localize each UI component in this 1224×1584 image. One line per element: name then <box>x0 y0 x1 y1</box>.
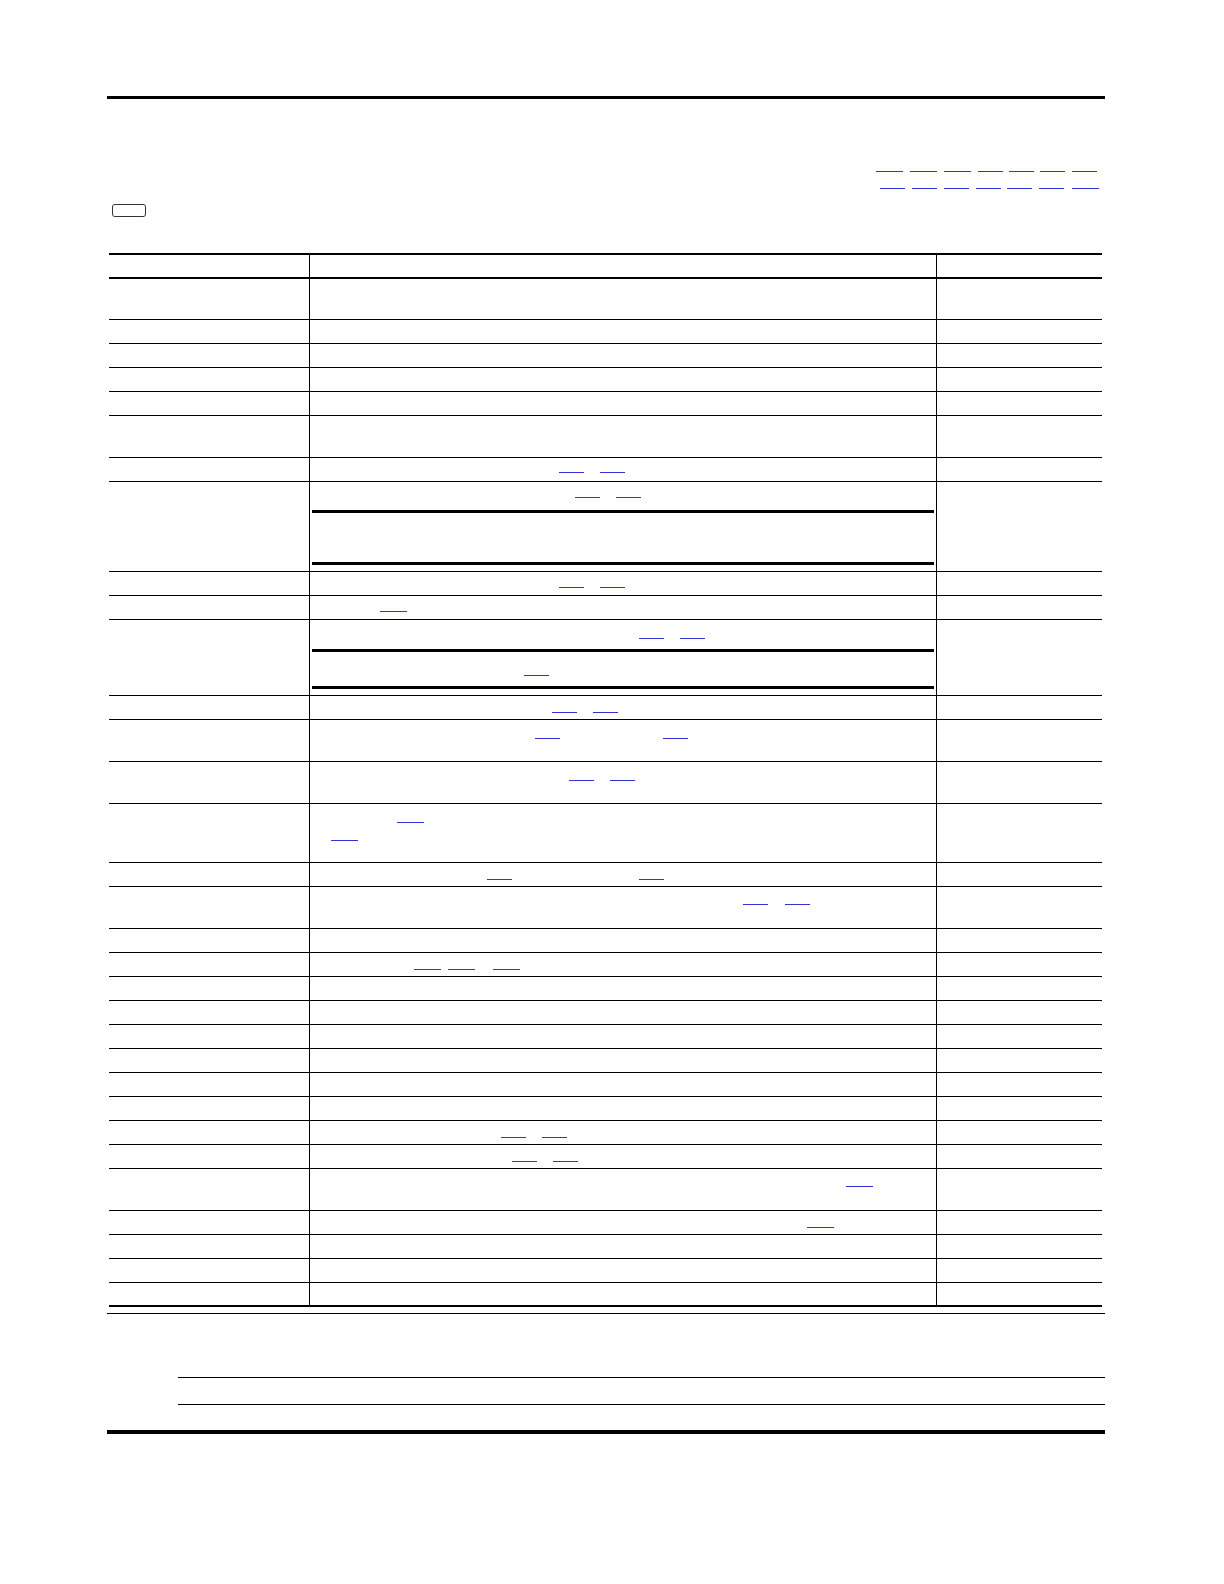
reference-link[interactable] <box>876 171 903 172</box>
table-cell <box>109 481 309 571</box>
table-cell <box>936 976 1102 1000</box>
footnote-rule <box>178 1377 1105 1378</box>
table-cell <box>936 595 1102 619</box>
table-cell <box>309 1048 936 1072</box>
reference-link[interactable] <box>1007 188 1032 189</box>
inner-rule <box>312 562 934 565</box>
reference-link[interactable] <box>807 1227 834 1228</box>
header-rule <box>107 96 1105 99</box>
table-cell <box>109 928 309 952</box>
table-cell <box>309 595 936 619</box>
table-cell <box>109 952 309 976</box>
table-row <box>109 319 1102 343</box>
table-cell <box>936 619 1102 695</box>
reference-link[interactable] <box>880 188 905 189</box>
table-row <box>109 415 1102 457</box>
reference-link[interactable] <box>569 780 594 781</box>
table-cell <box>109 1072 309 1096</box>
table-row <box>109 976 1102 1000</box>
table-cell <box>109 695 309 719</box>
reference-link[interactable] <box>593 712 618 713</box>
table-cell <box>109 976 309 1000</box>
reference-link[interactable] <box>944 171 971 172</box>
table-cell <box>936 367 1102 391</box>
table-cell <box>936 719 1102 761</box>
reference-link[interactable] <box>910 171 937 172</box>
table-row <box>109 862 1102 886</box>
table-cell <box>109 1000 309 1024</box>
reference-link[interactable] <box>553 1161 578 1162</box>
table-row <box>109 928 1102 952</box>
table-cell <box>109 761 309 803</box>
table-cell <box>309 1096 936 1120</box>
table-cell <box>936 952 1102 976</box>
reference-link[interactable] <box>493 969 520 970</box>
table-cell <box>309 1144 936 1168</box>
reference-link[interactable] <box>524 675 549 676</box>
table-cell <box>109 1282 309 1306</box>
table-cell <box>309 571 936 595</box>
table-cell <box>309 803 936 862</box>
table-cell <box>109 1234 309 1258</box>
table-cell <box>109 1144 309 1168</box>
table-cell <box>309 415 936 457</box>
reference-link[interactable] <box>785 904 810 905</box>
table-cell <box>936 278 1102 319</box>
table-cell <box>936 1024 1102 1048</box>
reference-link[interactable] <box>575 497 600 498</box>
reference-link[interactable] <box>680 638 705 639</box>
table-cell <box>109 367 309 391</box>
table-cell <box>309 1072 936 1096</box>
table-cell <box>309 319 936 343</box>
table-row <box>109 1096 1102 1120</box>
table-row <box>109 619 1102 695</box>
table-cell <box>936 1144 1102 1168</box>
reference-link[interactable] <box>976 188 1001 189</box>
table-cell <box>309 695 936 719</box>
table-cell <box>936 343 1102 367</box>
table-cell <box>936 886 1102 928</box>
table-row <box>109 343 1102 367</box>
reference-link[interactable] <box>535 738 560 739</box>
table-row <box>109 695 1102 719</box>
reference-link[interactable] <box>501 1137 526 1138</box>
table-row <box>109 1210 1102 1234</box>
reference-link[interactable] <box>559 587 584 588</box>
table-cell <box>936 1168 1102 1210</box>
reference-link[interactable] <box>414 969 441 970</box>
table-cell <box>309 367 936 391</box>
table-cell <box>109 319 309 343</box>
reference-link[interactable] <box>487 879 512 880</box>
reference-link[interactable] <box>846 1186 873 1187</box>
reference-link[interactable] <box>639 638 664 639</box>
table-row <box>109 1048 1102 1072</box>
table-cell <box>936 391 1102 415</box>
table-cell <box>109 1096 309 1120</box>
reference-link[interactable] <box>616 497 641 498</box>
reference-link[interactable] <box>663 738 688 739</box>
reference-link[interactable] <box>1072 188 1099 189</box>
table-cell <box>936 571 1102 595</box>
table-row <box>109 1144 1102 1168</box>
table-cell <box>309 976 936 1000</box>
table-row <box>109 391 1102 415</box>
table-cell <box>936 457 1102 481</box>
table-cell <box>109 1258 309 1282</box>
reference-link[interactable] <box>1039 188 1064 189</box>
reference-link[interactable] <box>639 879 664 880</box>
table-row <box>109 761 1102 803</box>
reference-link[interactable] <box>397 822 424 823</box>
table-row <box>109 457 1102 481</box>
table-row <box>109 886 1102 928</box>
table-cell <box>109 391 309 415</box>
reference-link[interactable] <box>1072 171 1097 172</box>
table-row <box>109 367 1102 391</box>
inner-rule <box>312 686 934 689</box>
reference-link[interactable] <box>552 712 577 713</box>
reference-link[interactable] <box>512 1161 537 1162</box>
table-row <box>109 719 1102 761</box>
reference-link[interactable] <box>1009 171 1034 172</box>
table-row <box>109 1258 1102 1282</box>
table-header-row <box>109 254 1102 278</box>
reference-link[interactable] <box>978 171 1003 172</box>
table-cell <box>309 1282 936 1306</box>
table-cell <box>309 761 936 803</box>
table-cell <box>309 619 936 695</box>
table-cell <box>109 343 309 367</box>
table-cell <box>936 1096 1102 1120</box>
table-cell <box>309 1120 936 1144</box>
table-cell <box>936 761 1102 803</box>
table-cell <box>109 803 309 862</box>
table-row <box>109 595 1102 619</box>
reference-link[interactable] <box>610 780 635 781</box>
table-cell <box>936 481 1102 571</box>
column-header <box>109 254 309 278</box>
footnote-rule <box>178 1404 1105 1405</box>
reference-link[interactable] <box>912 188 937 189</box>
table-cell <box>109 1024 309 1048</box>
table-cell <box>309 1210 936 1234</box>
table-cell <box>109 886 309 928</box>
table-row <box>109 1120 1102 1144</box>
table-cell <box>936 1282 1102 1306</box>
table-cell <box>936 928 1102 952</box>
reference-link[interactable] <box>380 611 407 612</box>
table-cell <box>309 952 936 976</box>
footer-rule <box>107 1430 1105 1434</box>
table-cell <box>936 1210 1102 1234</box>
table-cell <box>309 481 936 571</box>
reference-link[interactable] <box>448 969 475 970</box>
table-cell <box>309 719 936 761</box>
table-end-rule <box>107 1313 1105 1314</box>
table-cell <box>109 619 309 695</box>
reference-link[interactable] <box>743 904 768 905</box>
table-row <box>109 1072 1102 1096</box>
table-cell <box>936 862 1102 886</box>
reference-link[interactable] <box>944 188 969 189</box>
reference-link[interactable] <box>331 840 358 841</box>
table-row <box>109 952 1102 976</box>
table-cell <box>936 415 1102 457</box>
table-row <box>109 1000 1102 1024</box>
column-header <box>936 254 1102 278</box>
inner-rule <box>312 649 934 652</box>
table-cell <box>309 886 936 928</box>
table-cell <box>936 1258 1102 1282</box>
table-row <box>109 1234 1102 1258</box>
table-cell <box>109 1120 309 1144</box>
table-cell <box>309 1024 936 1048</box>
column-header <box>309 254 936 278</box>
table-cell <box>109 1168 309 1210</box>
inner-rule <box>312 510 934 513</box>
table-cell <box>309 862 936 886</box>
table-cell <box>109 571 309 595</box>
table-cell <box>936 319 1102 343</box>
table-cell <box>936 1000 1102 1024</box>
table-row <box>109 571 1102 595</box>
table-cell <box>109 862 309 886</box>
table-row <box>109 1282 1102 1306</box>
table-cell <box>109 415 309 457</box>
reference-link[interactable] <box>600 472 625 473</box>
table-row <box>109 1168 1102 1210</box>
reference-link[interactable] <box>600 587 625 588</box>
table-cell <box>309 1234 936 1258</box>
table-cell <box>309 1168 936 1210</box>
reference-link[interactable] <box>1040 171 1065 172</box>
table-cell <box>109 278 309 319</box>
table-cell <box>936 1072 1102 1096</box>
reference-link[interactable] <box>559 472 584 473</box>
table-cell <box>109 1048 309 1072</box>
table-cell <box>936 1120 1102 1144</box>
table-cell <box>936 803 1102 862</box>
table-cell <box>109 595 309 619</box>
table-cell <box>309 343 936 367</box>
table-row <box>109 803 1102 862</box>
table-row <box>109 481 1102 571</box>
table-cell <box>309 457 936 481</box>
table-cell <box>109 719 309 761</box>
table-cell <box>936 695 1102 719</box>
reference-link[interactable] <box>542 1137 567 1138</box>
table-cell <box>936 1234 1102 1258</box>
table-cell <box>309 278 936 319</box>
parameter-table <box>109 253 1102 1307</box>
table-cell <box>309 928 936 952</box>
table-cell <box>936 1048 1102 1072</box>
table-cell <box>309 391 936 415</box>
note-box <box>112 204 146 217</box>
table-row <box>109 278 1102 319</box>
table-row <box>109 1024 1102 1048</box>
table-cell <box>109 1210 309 1234</box>
table-cell <box>109 457 309 481</box>
table-cell <box>309 1258 936 1282</box>
table-cell <box>309 1000 936 1024</box>
